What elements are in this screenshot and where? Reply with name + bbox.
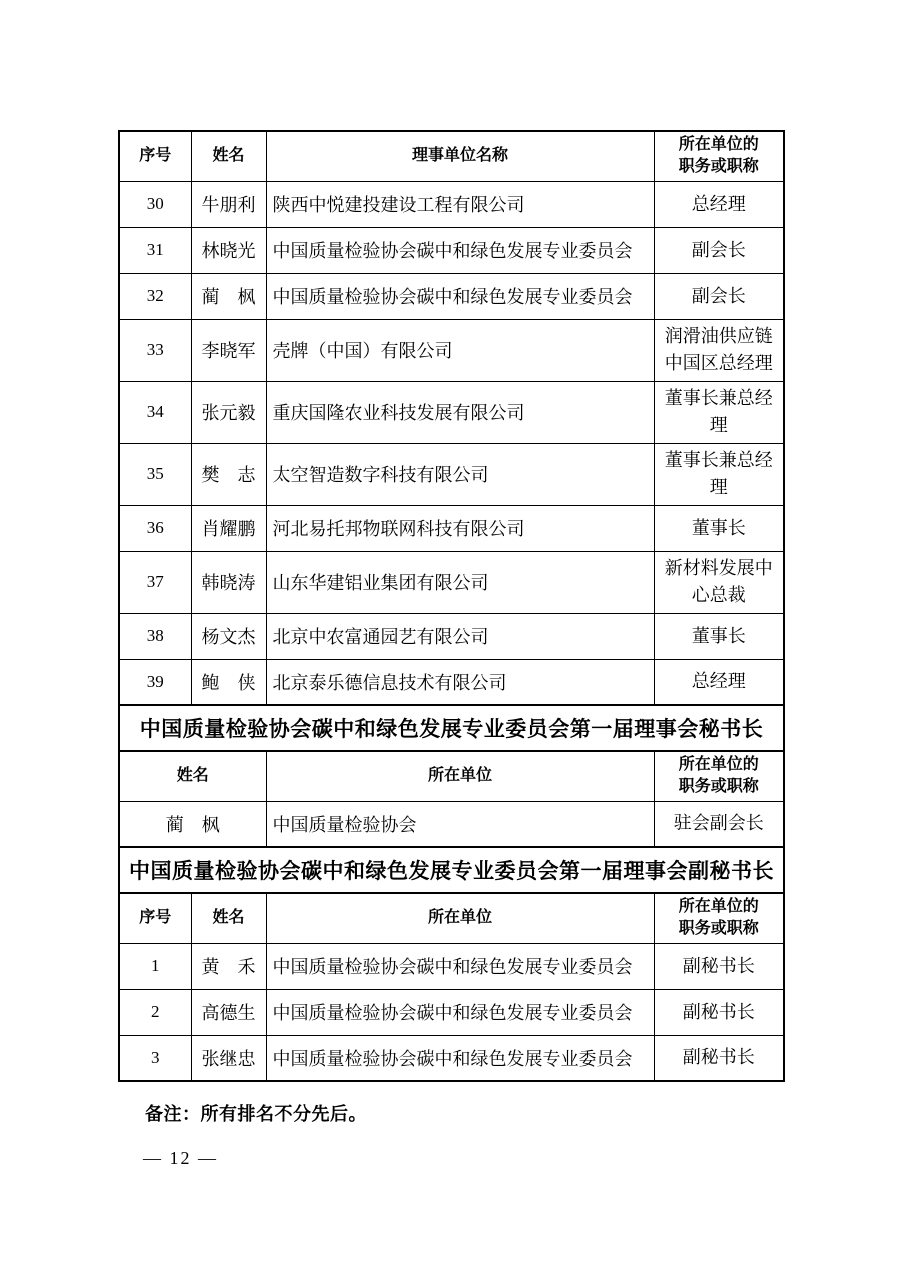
- unit-cell: 中国质量检验协会碳中和绿色发展专业委员会: [266, 1035, 654, 1081]
- column-header-name: 姓名: [119, 751, 266, 801]
- unit-cell: 中国质量检验协会碳中和绿色发展专业委员会: [266, 227, 654, 273]
- unit-cell: 太空智造数字科技有限公司: [266, 443, 654, 505]
- name-cell: 肖耀鹏: [191, 505, 266, 551]
- page-number: — 12 —: [143, 1148, 218, 1168]
- table-row: [119, 505, 784, 551]
- table-row: [119, 659, 784, 705]
- title-cell: 副秘书长: [654, 989, 784, 1035]
- title-cell: 驻会副会长: [654, 801, 784, 847]
- secretary-general-heading: 中国质量检验协会碳中和绿色发展专业委员会第一届理事会秘书长: [119, 705, 784, 751]
- name-cell: 韩晓涛: [191, 551, 266, 613]
- unit-cell: 重庆国隆农业科技发展有限公司: [266, 381, 654, 443]
- column-header-title-line2: 职务或职称: [678, 920, 759, 938]
- title-cell: 副秘书长: [654, 1035, 784, 1081]
- name-cell: 黄 禾: [191, 943, 266, 989]
- title-cell: 新材料发展中心总裁: [654, 551, 784, 613]
- section-heading-row: [119, 705, 784, 751]
- name-cell: 杨文杰: [191, 613, 266, 659]
- table-row: [119, 943, 784, 989]
- table-row: [119, 227, 784, 273]
- unit-cell: 中国质量检验协会碳中和绿色发展专业委员会: [266, 943, 654, 989]
- column-header-seq: 序号: [119, 893, 191, 943]
- column-header-title: [654, 751, 784, 801]
- unit-cell: 河北易托邦物联网科技有限公司: [266, 505, 654, 551]
- section-heading-row: [119, 847, 784, 893]
- name-cell: 蔺 枫: [119, 801, 266, 847]
- seq-cell: 36: [119, 505, 191, 551]
- title-cell: 董事长: [654, 613, 784, 659]
- table-row: [119, 181, 784, 227]
- seq-cell: 31: [119, 227, 191, 273]
- remark-note: 备注：所有排名不分先后。: [145, 1104, 367, 1124]
- unit-cell: 北京泰乐德信息技术有限公司: [266, 659, 654, 705]
- column-header-unit: 所在单位: [266, 893, 654, 943]
- column-header-unit: 所在单位: [266, 751, 654, 801]
- column-header-title-line1: 所在单位的: [678, 756, 759, 774]
- table-row: [119, 551, 784, 613]
- column-header-title-line2: 职务或职称: [678, 158, 759, 176]
- deputy-secretary-general-heading: 中国质量检验协会碳中和绿色发展专业委员会第一届理事会副秘书长: [119, 847, 784, 893]
- column-header-title-line1: 所在单位的: [678, 136, 759, 154]
- table-row: [119, 1035, 784, 1081]
- unit-cell: 北京中农富通园艺有限公司: [266, 613, 654, 659]
- column-header-unit: 理事单位名称: [266, 131, 654, 181]
- seq-cell: 30: [119, 181, 191, 227]
- council-members-table: [118, 130, 785, 1082]
- column-header-seq: 序号: [119, 131, 191, 181]
- name-cell: 高德生: [191, 989, 266, 1035]
- unit-cell: 中国质量检验协会碳中和绿色发展专业委员会: [266, 273, 654, 319]
- table-row: [119, 443, 784, 505]
- title-cell: 副会长: [654, 273, 784, 319]
- column-header-title-line2: 职务或职称: [678, 778, 759, 796]
- seq-cell: 34: [119, 381, 191, 443]
- name-cell: 林晓光: [191, 227, 266, 273]
- seq-cell: 38: [119, 613, 191, 659]
- column-header-name: 姓名: [191, 893, 266, 943]
- title-cell: 润滑油供应链中国区总经理: [654, 319, 784, 381]
- title-cell: 总经理: [654, 181, 784, 227]
- seq-cell: 1: [119, 943, 191, 989]
- name-cell: 张继忠: [191, 1035, 266, 1081]
- unit-cell: 山东华建铝业集团有限公司: [266, 551, 654, 613]
- unit-cell: 陕西中悦建投建设工程有限公司: [266, 181, 654, 227]
- title-cell: 副秘书长: [654, 943, 784, 989]
- unit-cell: 中国质量检验协会碳中和绿色发展专业委员会: [266, 989, 654, 1035]
- title-cell: 总经理: [654, 659, 784, 705]
- table-row: [119, 989, 784, 1035]
- seq-cell: 35: [119, 443, 191, 505]
- table-header-row: [119, 751, 784, 801]
- seq-cell: 32: [119, 273, 191, 319]
- table-row: [119, 801, 784, 847]
- title-cell: 副会长: [654, 227, 784, 273]
- table-row: [119, 613, 784, 659]
- title-cell: 董事长兼总经理: [654, 381, 784, 443]
- seq-cell: 2: [119, 989, 191, 1035]
- seq-cell: 39: [119, 659, 191, 705]
- name-cell: 李晓军: [191, 319, 266, 381]
- table-header-row: [119, 131, 784, 181]
- seq-cell: 33: [119, 319, 191, 381]
- column-header-title-line1: 所在单位的: [678, 898, 759, 916]
- name-cell: 牛朋利: [191, 181, 266, 227]
- unit-cell: 中国质量检验协会: [266, 801, 654, 847]
- column-header-title: [654, 131, 784, 181]
- table-row: [119, 273, 784, 319]
- name-cell: 张元毅: [191, 381, 266, 443]
- table-row: [119, 319, 784, 381]
- seq-cell: 3: [119, 1035, 191, 1081]
- column-header-name: 姓名: [191, 131, 266, 181]
- name-cell: 鲍 侠: [191, 659, 266, 705]
- table-row: [119, 381, 784, 443]
- seq-cell: 37: [119, 551, 191, 613]
- unit-cell: 壳牌（中国）有限公司: [266, 319, 654, 381]
- title-cell: 董事长: [654, 505, 784, 551]
- title-cell: 董事长兼总经理: [654, 443, 784, 505]
- column-header-title: [654, 893, 784, 943]
- name-cell: 蔺 枫: [191, 273, 266, 319]
- table-header-row: [119, 893, 784, 943]
- name-cell: 樊 志: [191, 443, 266, 505]
